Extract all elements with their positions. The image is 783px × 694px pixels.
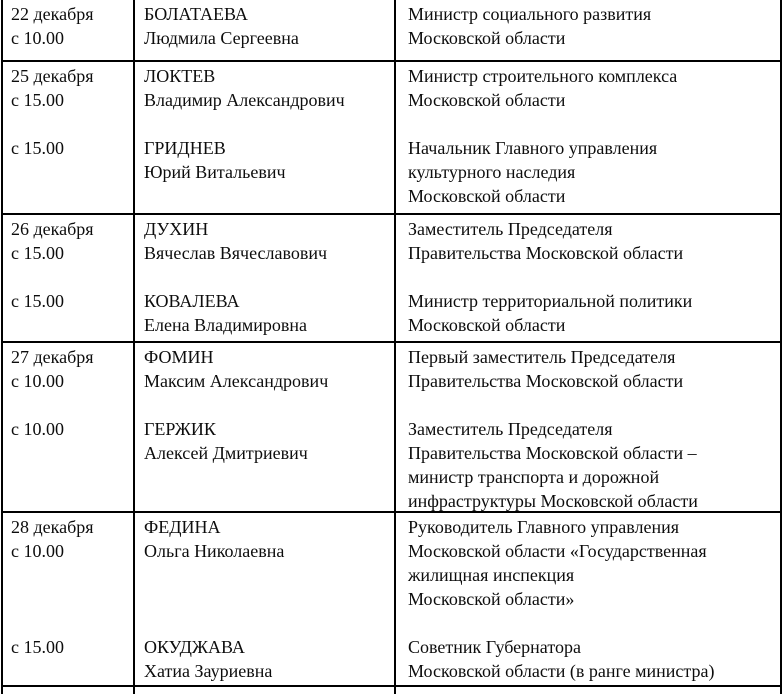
person-position-line: Заместитель Председателя	[408, 419, 613, 439]
blank-line	[144, 393, 390, 417]
blank-line	[144, 265, 390, 289]
date-text: 27 декабря	[11, 347, 94, 367]
empty-cell	[133, 687, 394, 694]
table-row	[1, 0, 782, 62]
blank-line	[11, 587, 129, 611]
person-name-line: ГРИДНЕВ	[144, 138, 226, 158]
person-position-line: инфраструктуры Московской области	[408, 491, 698, 511]
person-name-line: Максим Александрович	[144, 371, 329, 391]
blank-line	[408, 611, 776, 635]
date-cell	[1, 513, 133, 685]
date-cell	[1, 62, 133, 213]
person-position-line: Министр социального развития	[408, 4, 652, 24]
table-row	[1, 513, 782, 687]
person-position-line: Правительства Московской области	[408, 371, 684, 391]
time-text: с 15.00	[11, 90, 64, 110]
date-text: 28 декабря	[11, 517, 94, 537]
person-position-line: Заместитель Председателя	[408, 219, 613, 239]
blank-line	[144, 611, 390, 635]
position-cell	[394, 0, 782, 60]
person-name-line: Хатиа Зауриевна	[144, 661, 273, 681]
person-name-line: Ольга Николаевна	[144, 541, 285, 561]
person-name-line: КОВАЛЕВА	[144, 291, 240, 311]
person-position-line: Министр территориальной политики	[408, 291, 693, 311]
blank-line	[11, 563, 129, 587]
name-cell	[133, 343, 394, 511]
person-name-line: БОЛАТАЕВА	[144, 4, 248, 24]
table-row	[1, 62, 782, 215]
person-position-line: Московской области	[408, 90, 566, 110]
person-name-line: Людмила Сергеевна	[144, 28, 299, 48]
blank-line	[408, 112, 776, 136]
person-position-line: Московской области (в ранге министра)	[408, 661, 715, 681]
blank-line	[144, 587, 390, 611]
table-row	[1, 215, 782, 343]
blank-line	[11, 611, 129, 635]
person-name-line: ГЕРЖИК	[144, 419, 216, 439]
person-position-line: Начальник Главного управления	[408, 138, 658, 158]
table-row-partial	[1, 687, 782, 694]
time-text: с 15.00	[11, 637, 64, 657]
person-name-line: Юрий Витальевич	[144, 162, 286, 182]
person-position-line: Руководитель Главного управления	[408, 517, 680, 537]
person-name-line: ФЕДИНА	[144, 517, 221, 537]
position-cell	[394, 513, 782, 685]
table-row	[1, 343, 782, 513]
date-text: 25 декабря	[11, 66, 94, 86]
person-position-line: культурного наследия	[408, 162, 576, 182]
person-name-line: Алексей Дмитриевич	[144, 443, 308, 463]
empty-cell	[394, 687, 782, 694]
person-position-line: Московской области	[408, 315, 566, 335]
date-cell	[1, 215, 133, 341]
person-name-line: Елена Владимировна	[144, 315, 308, 335]
person-position-line: Московской области	[408, 28, 566, 48]
person-position-line: Министр строительного комплекса	[408, 66, 678, 86]
position-cell	[394, 343, 782, 511]
date-cell	[1, 343, 133, 511]
person-position-line: Московской области	[408, 186, 566, 206]
time-text: с 10.00	[11, 371, 64, 391]
time-text: с 10.00	[11, 28, 64, 48]
person-name-line: ФОМИН	[144, 347, 214, 367]
time-text: с 10.00	[11, 541, 64, 561]
person-position-line: Московской области «Государственная	[408, 541, 707, 561]
name-cell	[133, 215, 394, 341]
person-position-line: жилищная инспекция	[408, 565, 575, 585]
date-cell	[1, 0, 133, 60]
blank-line	[144, 563, 390, 587]
person-position-line: Правительства Московской области –	[408, 443, 697, 463]
blank-line	[408, 265, 776, 289]
person-name-line: ЛОКТЕВ	[144, 66, 216, 86]
position-cell	[394, 215, 782, 341]
person-position-line: Московской области»	[408, 589, 575, 609]
date-text: 22 декабря	[11, 4, 94, 24]
time-text: с 15.00	[11, 138, 64, 158]
name-cell	[133, 0, 394, 60]
time-text: с 15.00	[11, 243, 64, 263]
time-text: с 10.00	[11, 419, 64, 439]
blank-line	[408, 393, 776, 417]
time-text: с 15.00	[11, 291, 64, 311]
blank-line	[11, 112, 129, 136]
person-name-line: ДУХИН	[144, 219, 209, 239]
person-position-line: министр транспорта и дорожной	[408, 467, 660, 487]
name-cell	[133, 513, 394, 685]
person-position-line: Правительства Московской области	[408, 243, 684, 263]
blank-line	[11, 393, 129, 417]
person-position-line: Первый заместитель Председателя	[408, 347, 676, 367]
name-cell	[133, 62, 394, 213]
position-cell	[394, 62, 782, 213]
person-name-line: Вячеслав Вячеславович	[144, 243, 328, 263]
date-text: 26 декабря	[11, 219, 94, 239]
blank-line	[11, 265, 129, 289]
person-name-line: ОКУДЖАВА	[144, 637, 245, 657]
person-name-line: Владимир Александрович	[144, 90, 345, 110]
person-position-line: Советник Губернатора	[408, 637, 581, 657]
schedule-table	[1, 0, 782, 694]
empty-cell	[1, 687, 133, 694]
blank-line	[144, 112, 390, 136]
